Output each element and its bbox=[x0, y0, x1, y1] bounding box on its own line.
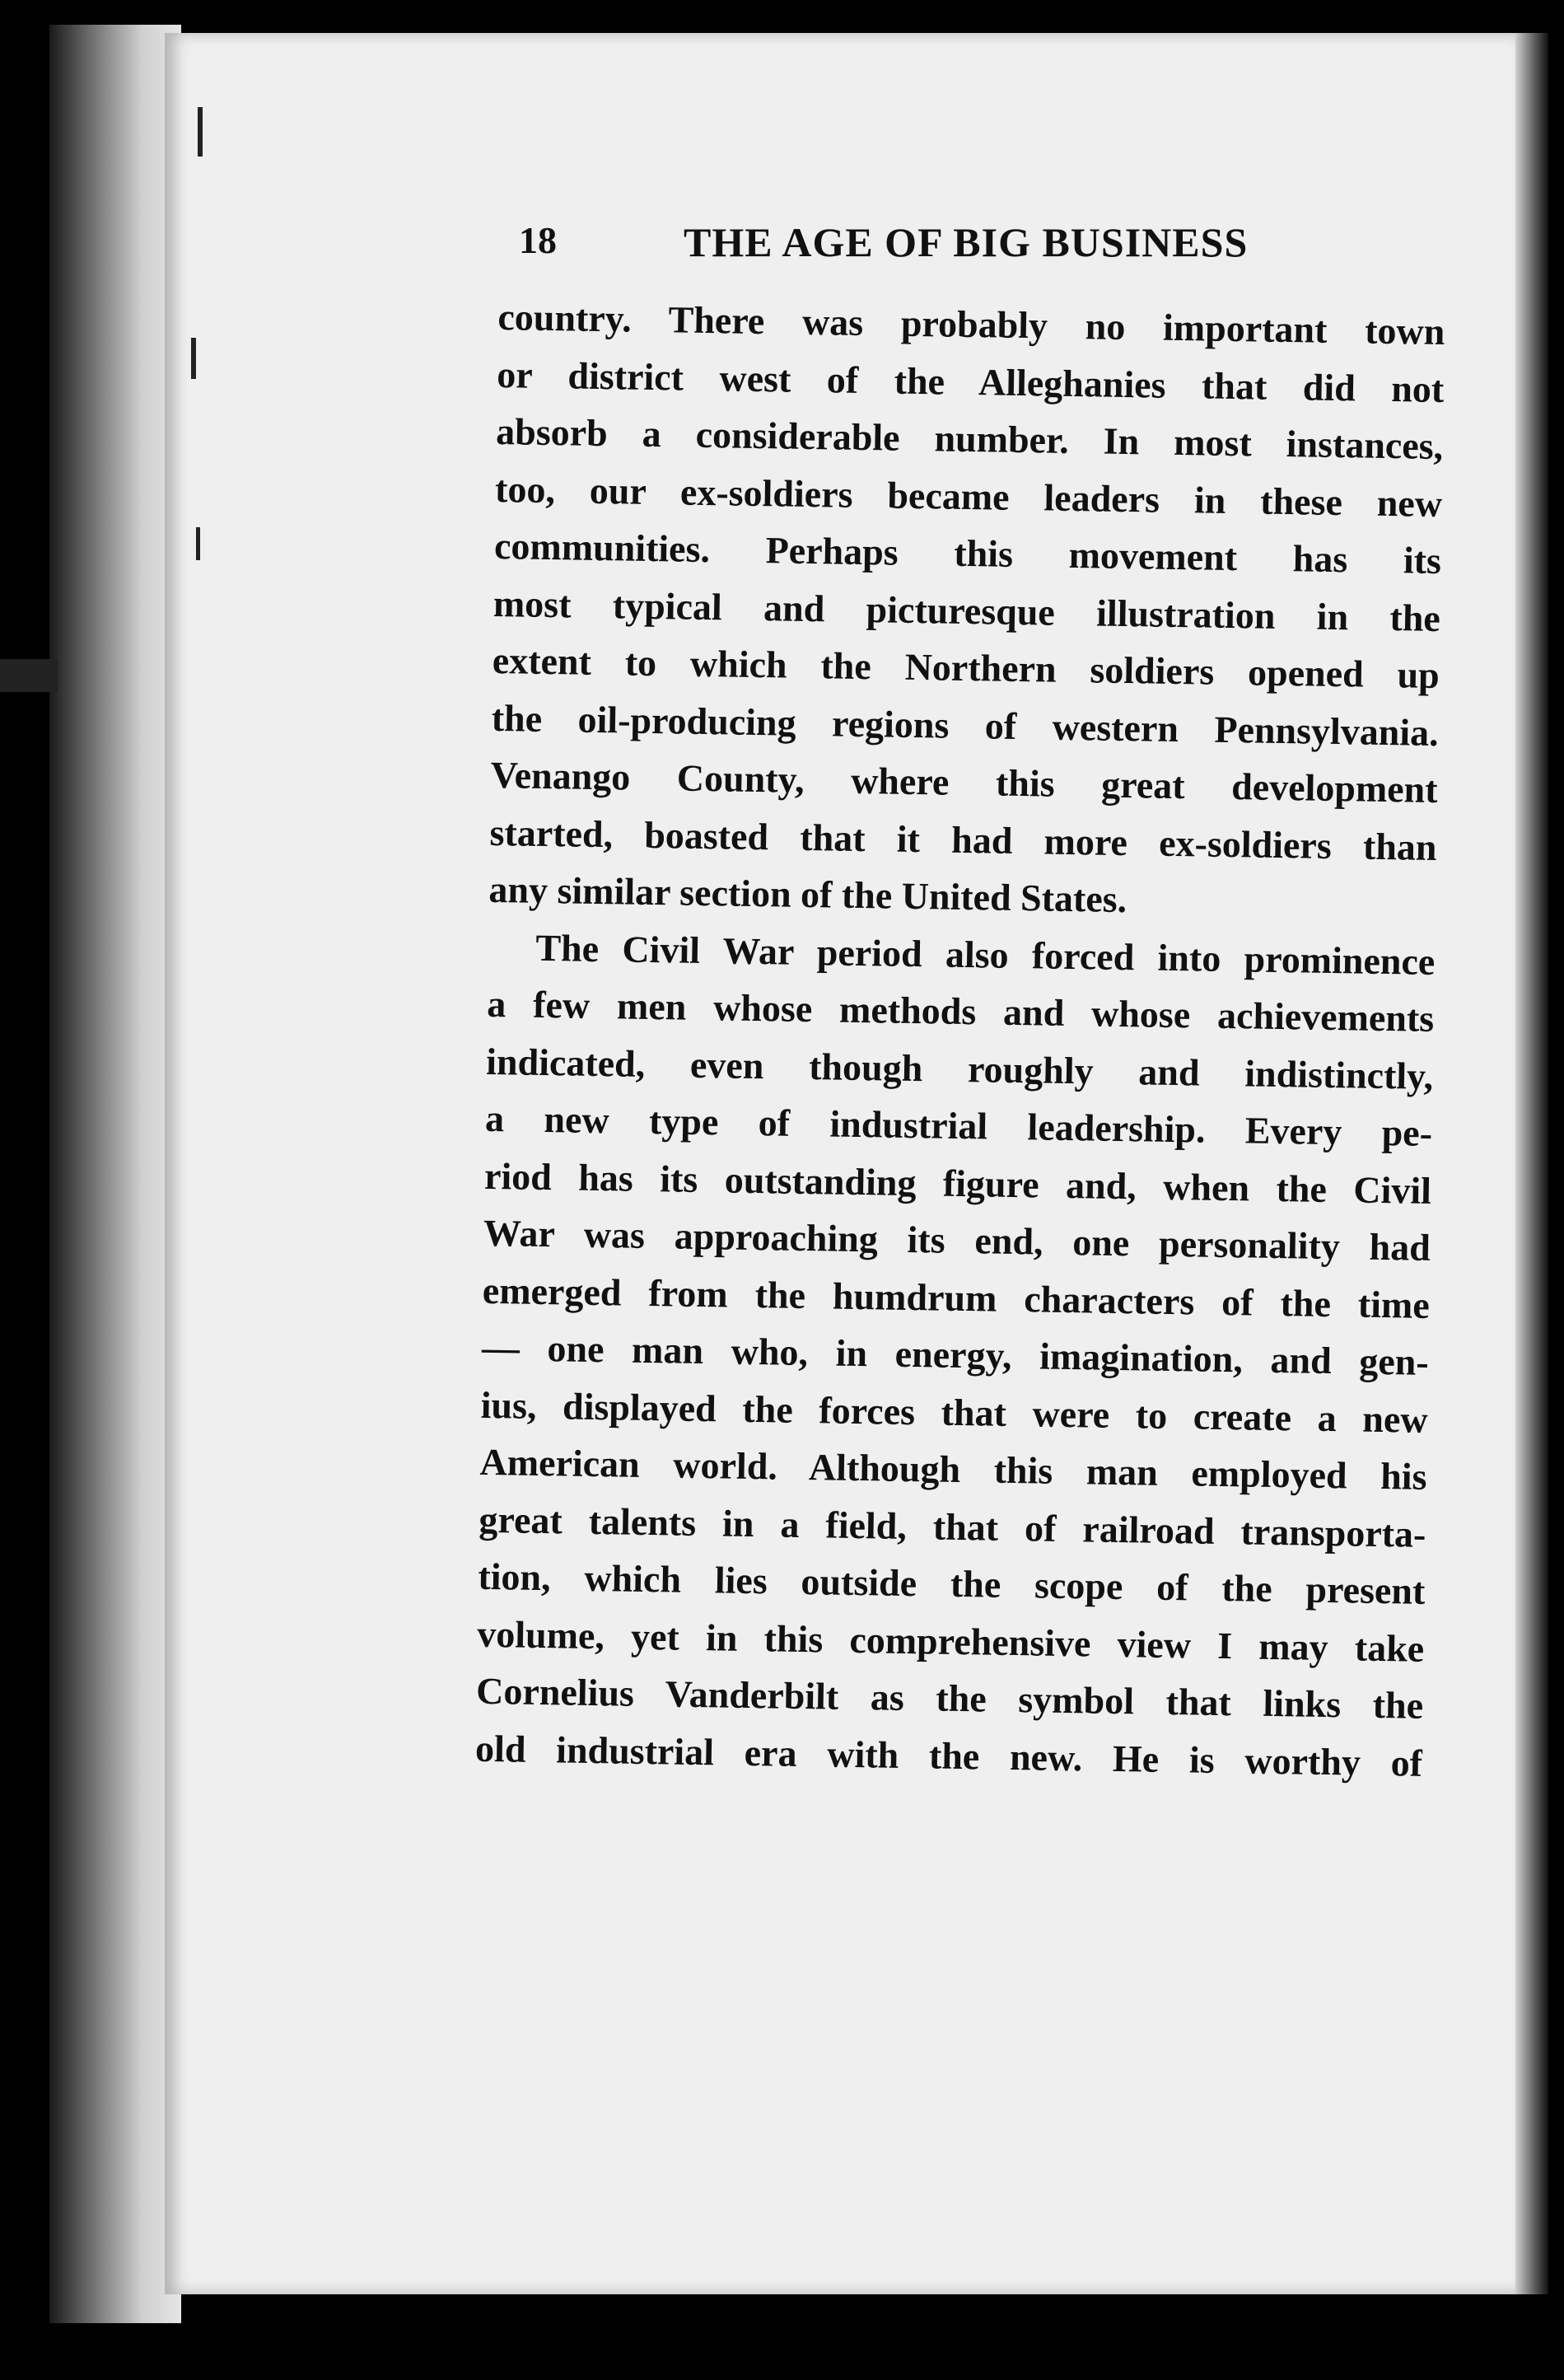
text-line: extent to which the Northern soldiers opened up bbox=[492, 638, 1440, 697]
text-line: ius, displayed the forces that were to create a new bbox=[480, 1383, 1428, 1441]
text-line: the oil-producing regions of western Pennsylvania. bbox=[491, 696, 1440, 754]
scan-speck bbox=[198, 107, 203, 157]
page-number: 18 bbox=[519, 219, 557, 261]
running-title: THE AGE OF BIG BUSINESS bbox=[684, 219, 1249, 265]
scan-speck bbox=[0, 659, 58, 692]
paragraph-1 bbox=[488, 288, 1445, 933]
text-line: volume, yet in this comprehensive view I may take bbox=[476, 1612, 1425, 1670]
text-line: most typical and picturesque illustration in the bbox=[493, 582, 1441, 639]
text-line: tion, which lies outside the scope of the present bbox=[478, 1555, 1426, 1612]
text-line: Venango County, where this great development bbox=[490, 753, 1438, 811]
text-line: The Civil War period also forced into prominence bbox=[535, 926, 1436, 983]
running-head bbox=[519, 218, 1441, 276]
text-line: a new type of industrial leadership. Every pe- bbox=[484, 1096, 1433, 1154]
book-binding-edge bbox=[49, 25, 181, 2323]
text-line: or district west of the Alleghanies that did not bbox=[496, 353, 1445, 410]
text-line: any similar section of the United States. bbox=[488, 867, 1127, 921]
text-line: War was approaching its end, one personality had bbox=[483, 1211, 1431, 1269]
page-right-edge bbox=[1515, 33, 1548, 2294]
text-line: too, our ex-soldiers became leaders in these new bbox=[494, 467, 1443, 525]
text-line: indicated, even though roughly and indistinctly, bbox=[485, 1040, 1434, 1097]
text-line: riod has its outstanding figure and, when the Civil bbox=[483, 1154, 1432, 1212]
text-line: Cornelius Vanderbilt as the symbol that links the bbox=[475, 1669, 1424, 1727]
text-line: — one man who, in energy, imagination, and gen- bbox=[481, 1326, 1430, 1383]
text-line: started, boasted that it had more ex-soldiers than bbox=[489, 811, 1437, 868]
text-line: a few men whose methods and whose achievements bbox=[486, 982, 1435, 1040]
paragraph-2 bbox=[475, 918, 1436, 1791]
text-line: communities. Perhaps this movement has its bbox=[493, 524, 1442, 582]
text-line: emerged from the humdrum characters of the time bbox=[482, 1269, 1431, 1326]
text-line: great talents in a field, that of railroad transporta- bbox=[479, 1498, 1426, 1555]
text-line: absorb a considerable number. In most instances, bbox=[495, 409, 1444, 468]
scan-speck bbox=[191, 338, 196, 379]
text-line: old industrial era with the new. He is worthy of bbox=[474, 1727, 1423, 1784]
text-line: country. There was probably no important town bbox=[497, 295, 1445, 353]
text-line: American world. Although this man employed his bbox=[479, 1440, 1427, 1498]
scan-speck bbox=[196, 527, 200, 560]
body-text bbox=[475, 288, 1445, 1792]
